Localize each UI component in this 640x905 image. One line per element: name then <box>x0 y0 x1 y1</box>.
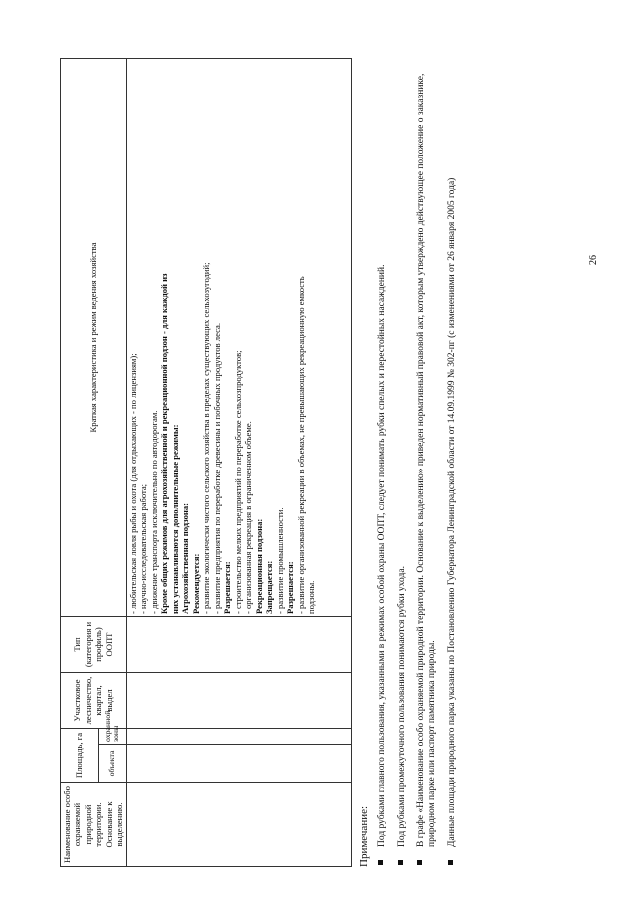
bullet-icon <box>398 860 403 865</box>
description-line: - научно-исследовательская работа; <box>138 483 149 614</box>
description-line: - развитие предприятия по переработке древесины и побочных продуктов леса. <box>211 323 222 614</box>
note-item <box>447 47 458 867</box>
cell-description <box>126 59 351 617</box>
description-line: подзоны. <box>306 580 317 614</box>
description-line: - любительская ловля рыбы и охота (для отдыхающих - по лицензиям); <box>127 353 138 614</box>
cell-area-zone <box>126 729 351 745</box>
description-line: них устанавливаются дополнительные режимы: <box>169 424 180 614</box>
description-line: - развитие промышленности. <box>274 507 285 614</box>
header-name: Наименование особо охраняемой природной территории. Основание к выделению. <box>61 783 127 867</box>
description-line: Запрещается: <box>264 560 275 614</box>
note-text: В графе «Наименование особо охраняемой природной территории. Основание к выделению» приведен нормативный правовой акт, которым утверждено действующее положение о заказнике, природном парке или паспорт памятника природы. <box>415 73 438 847</box>
header-type: Тип (категория и профиль) ООПТ <box>61 617 127 673</box>
description-line: - развитие экологически чистого сельского хозяйства в пределах существующих сельхозугодий; <box>201 262 212 614</box>
note-item <box>416 47 439 867</box>
cell-location <box>126 673 351 729</box>
description-line: Кроме общих режимов для агрохозяйственной и рекреационной подзон - для каждой из <box>159 273 170 614</box>
table-row <box>126 59 351 867</box>
note-text: Под рубками промежуточного пользования понимаются рубки ухода. <box>396 566 407 847</box>
header-description: Краткая характеристика и режим ведения хозяйства <box>61 59 127 617</box>
description-line: Разрешается: <box>222 561 233 614</box>
note-item <box>397 47 408 867</box>
table-header-row <box>61 59 99 867</box>
description-line: - организованная рекреация в ограниченном объеме. <box>243 421 254 614</box>
page-number: 26 <box>588 255 599 265</box>
description-line: Агрохозяйственная подзона: <box>180 502 191 614</box>
bullet-icon <box>378 860 383 865</box>
header-area-zone: охранной зоны <box>99 729 127 745</box>
description-line: - строительство мелких предприятий по переработке сельхозпродуктов; <box>232 350 243 614</box>
note-item <box>377 47 388 867</box>
description-line: Рекреационная подзона: <box>253 518 264 614</box>
bullet-icon <box>448 860 453 865</box>
protected-area-table <box>60 58 352 867</box>
header-location: Участковое лесничество, квартал, выдел <box>61 673 127 729</box>
notes-section <box>358 47 466 867</box>
notes-title: Примечание: <box>358 805 370 867</box>
description-lines <box>128 61 317 614</box>
notes-list <box>377 47 458 867</box>
cell-name <box>126 783 351 867</box>
cell-area-object <box>126 745 351 783</box>
description-line: Разрешается: <box>285 561 296 614</box>
description-line: - движение транспорта исключительно по автодорогам. <box>148 410 159 614</box>
header-area: Площадь, га <box>61 729 99 783</box>
description-line: - развитие организованной рекреации в объемах, не превышающих рекреационную емкость <box>295 276 306 614</box>
description-line: Рекомендуется: <box>190 553 201 614</box>
header-area-object: объекта <box>99 745 127 783</box>
cell-type <box>126 617 351 673</box>
bullet-icon <box>417 860 422 865</box>
note-text: Под рубками главного пользования, указанными в режимах особой охраны ООПТ, следует понимать рубки спелых и перестойных насаждений. <box>377 264 388 847</box>
note-text: Данные площади природного парка указаны по Постановлению Губернатора Ленинградской области от 14.09.1999 № 302-пг (с изменениями от 26 января 2005 года) <box>446 177 457 847</box>
